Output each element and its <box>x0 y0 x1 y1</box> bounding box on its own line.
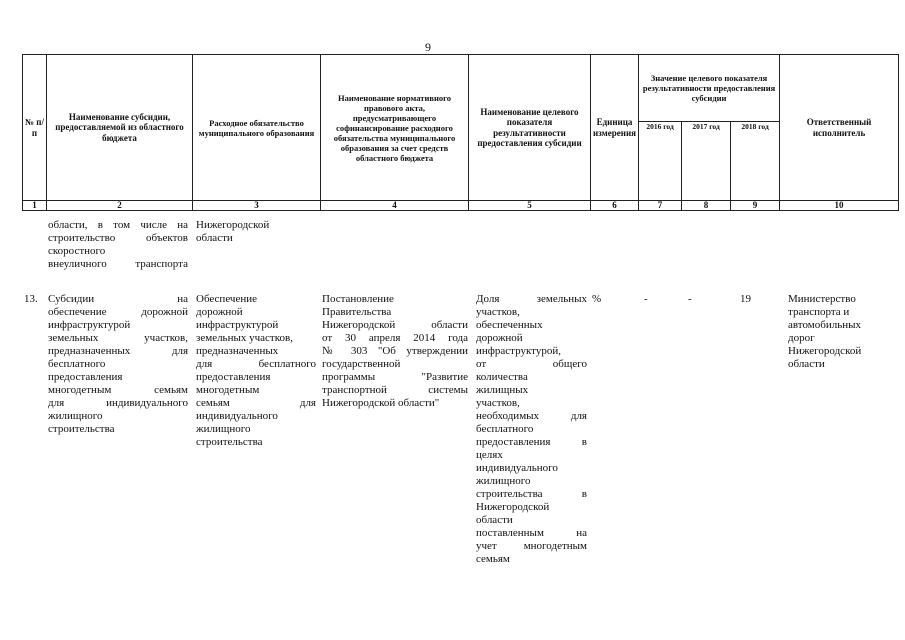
header-subsidy: Наименование субсидии, предоставляемой из областного бюджета <box>47 55 193 201</box>
cell-line: количества <box>476 371 528 383</box>
cell-line: области <box>788 358 825 370</box>
column-number: 10 <box>780 201 899 211</box>
cell-line: внеуличного транспорта <box>48 258 188 270</box>
header-executor: Ответственный исполнитель <box>780 55 899 201</box>
cell-line: Доля земельных <box>476 293 587 305</box>
header-value: Значение целевого показателя результативности предоставления субсидии <box>639 55 780 122</box>
header-no: № п/п <box>23 55 47 201</box>
cell-line: № 303 "Об утверждении <box>322 345 468 357</box>
cell-line: транспортной системы <box>322 384 468 396</box>
header-unit: Единица измерения <box>591 55 639 201</box>
table-header <box>22 54 899 211</box>
row13-act <box>322 293 468 410</box>
cell-line: предназначенных для <box>48 345 188 357</box>
cell-line: строительства <box>48 423 115 435</box>
cell-line: государственной <box>322 358 401 370</box>
cell-line: дорог <box>788 332 815 344</box>
column-number: 6 <box>591 201 639 211</box>
cell-line: семьям для <box>196 397 316 409</box>
cell-line: многодетным семьям <box>48 384 188 396</box>
column-number: 1 <box>23 201 47 211</box>
cell-line: области <box>476 514 513 526</box>
cell-line: от общего <box>476 358 587 370</box>
cell-line: жилищного <box>48 410 103 422</box>
column-number: 5 <box>469 201 591 211</box>
cell-line: участков, <box>476 397 520 409</box>
cell-line: области <box>196 232 233 244</box>
cell-line: области, в том числе на <box>48 219 188 231</box>
header-indicator: Наименование целевого показателя результативности предоставления субсидии <box>469 55 591 201</box>
cell-line: земельных участков, <box>196 332 293 344</box>
column-number: 4 <box>321 201 469 211</box>
column-number: 7 <box>639 201 682 211</box>
cell-line: Министерство <box>788 293 856 305</box>
continuation-subsidy <box>48 219 188 271</box>
cell-line: поставленным на <box>476 527 587 539</box>
row13-expense <box>196 293 316 449</box>
column-number: 9 <box>731 201 780 211</box>
cell-line: для индивидуального <box>48 397 188 409</box>
header-expense: Расходное обязательство муниципального образования <box>193 55 321 201</box>
row13-value-2017: - <box>688 293 692 305</box>
row13-unit: % <box>592 293 602 305</box>
row13-value-2016: - <box>644 293 648 305</box>
cell-line: жилищного <box>476 475 531 487</box>
column-number: 2 <box>47 201 193 211</box>
cell-line: предназначенных <box>196 345 279 357</box>
cell-line: Постановление <box>322 293 394 305</box>
row13-value-2018: 19 <box>740 293 751 305</box>
row13-number: 13. <box>24 293 38 305</box>
cell-line: участков, <box>476 306 520 318</box>
cell-line: Нижегородской <box>476 501 550 513</box>
header-act: Наименование нормативного правового акта, предусматривающего софинансирование расходного обязательства муниципального образования за счет средств областного бюджета <box>321 55 469 201</box>
header-year-2017: 2017 год <box>682 122 731 201</box>
cell-line: бесплатного <box>48 358 106 370</box>
cell-line: семьям <box>476 553 510 565</box>
header-year-2016: 2016 год <box>639 122 682 201</box>
cell-line: Правительства <box>322 306 392 318</box>
cell-line: учет многодетным <box>476 540 587 552</box>
row13-subsidy <box>48 293 188 436</box>
cell-line: жилищного <box>196 423 251 435</box>
cell-line: строительства <box>196 436 263 448</box>
cell-line: многодетным <box>196 384 260 396</box>
column-number: 3 <box>193 201 321 211</box>
cell-line: земельных участков, <box>48 332 188 344</box>
cell-line: предоставления в <box>476 436 587 448</box>
cell-line: Нижегородской области <box>322 319 468 331</box>
cell-line: обеспеченных <box>476 319 543 331</box>
cell-line: Обеспечение <box>196 293 257 305</box>
cell-line: от 30 апреля 2014 года <box>322 332 468 344</box>
cell-line: инфраструктурой <box>48 319 131 331</box>
cell-line: Нижегородской области" <box>322 397 440 409</box>
row13-indicator <box>476 293 587 566</box>
cell-line: транспорта и <box>788 306 850 318</box>
cell-line: целях <box>476 449 503 461</box>
continuation-expense <box>196 219 316 245</box>
cell-line: необходимых для <box>476 410 587 422</box>
cell-line: инфраструктурой, <box>476 345 561 357</box>
cell-line: предоставления <box>48 371 123 383</box>
cell-line: бесплатного <box>476 423 534 435</box>
cell-line: обеспечение дорожной <box>48 306 188 318</box>
cell-line: автомобильных <box>788 319 861 331</box>
row13-executor <box>788 293 898 371</box>
column-number: 8 <box>682 201 731 211</box>
cell-line: индивидуального <box>196 410 278 422</box>
cell-line: Субсидии на <box>48 293 188 305</box>
header-year-2018: 2018 год <box>731 122 780 201</box>
cell-line: инфраструктурой <box>196 319 279 331</box>
cell-line: строительства в <box>476 488 587 500</box>
cell-line: программы "Развитие <box>322 371 468 383</box>
cell-line: скоростного <box>48 245 106 257</box>
cell-line: для бесплатного <box>196 358 316 370</box>
cell-line: Нижегородской <box>788 345 862 357</box>
cell-line: дорожной <box>196 306 243 318</box>
cell-line: строительство объектов <box>48 232 188 244</box>
cell-line: жилищных <box>476 384 529 396</box>
cell-line: Нижегородской <box>196 219 270 231</box>
cell-line: дорожной <box>476 332 523 344</box>
cell-line: предоставления <box>196 371 271 383</box>
cell-line: индивидуального <box>476 462 558 474</box>
page-number: 9 <box>425 40 431 54</box>
